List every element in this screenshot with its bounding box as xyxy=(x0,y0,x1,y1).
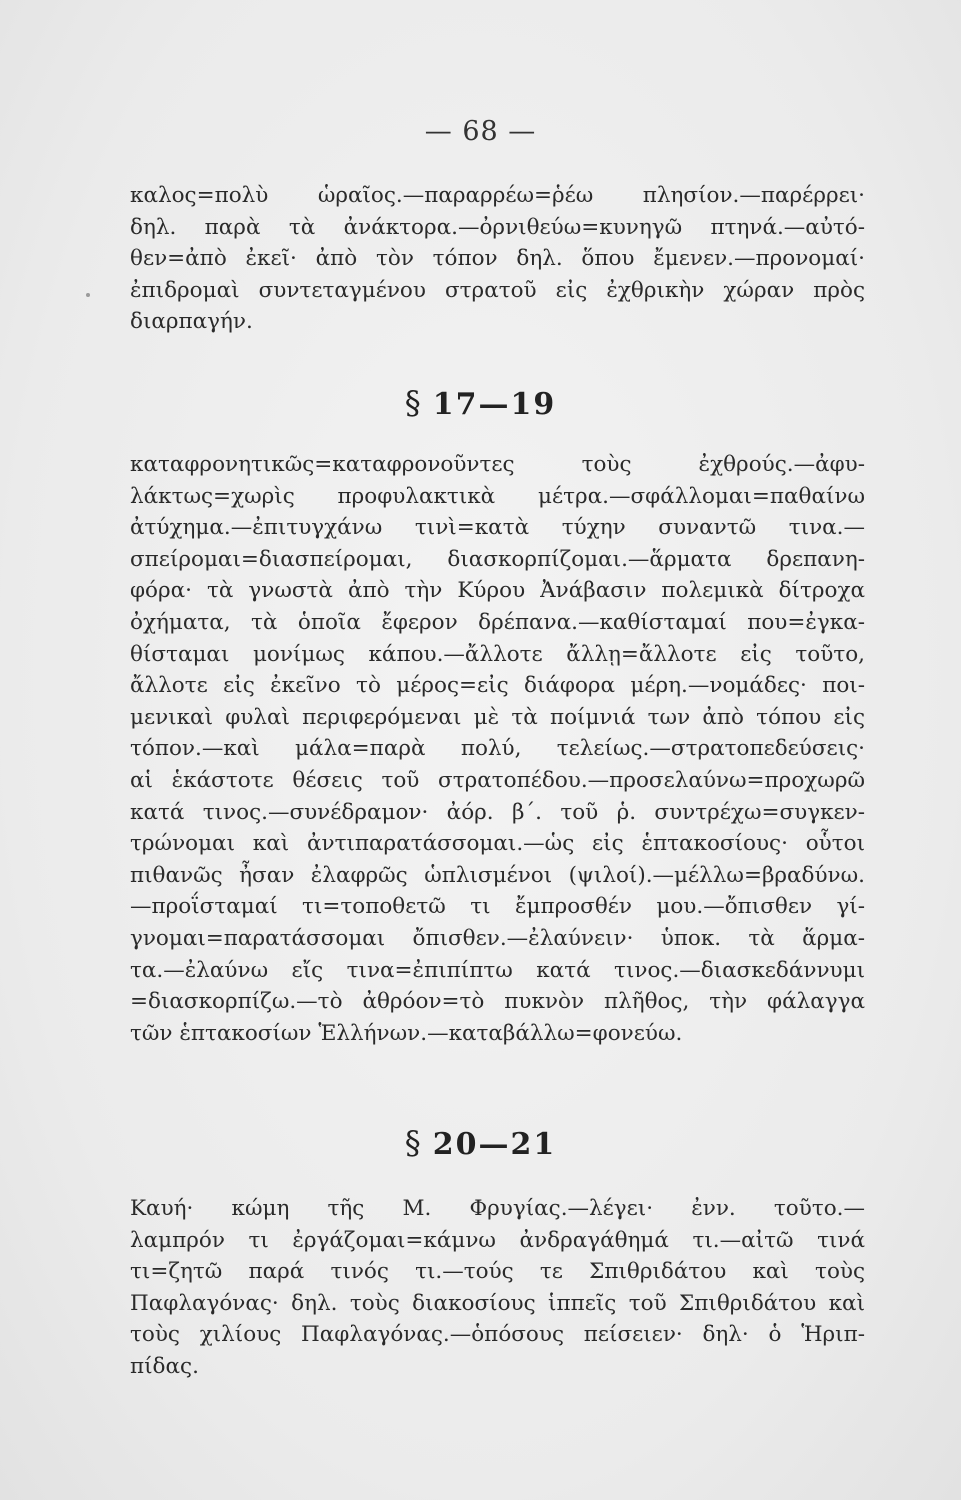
glossary-block-bottom xyxy=(130,1193,865,1383)
text-line: Καυή· κώμη τῆς Μ. Φρυγίας.—λέγει· ἐνν. τοῦτο.— xyxy=(130,1196,865,1221)
page-number: — 68 — xyxy=(424,116,537,147)
text-line: τα.—ἐλαύνω εἴς τινα=ἐπιπίπτω κατά τινος.—διασκεδάννυμι xyxy=(130,957,865,983)
text-line: καλος=πολὺ ὡραῖος.—παραρρέω=ῥέω πλησίον.—παρέρρει· xyxy=(130,183,865,208)
text-line: θεν=ἀπὸ ἐκεῖ· ἀπὸ τὸν τόπον δηλ. ὅπου ἔμενεν.—προνομαί· xyxy=(130,246,865,272)
text-line: αἱ ἑκάστοτε θέσεις τοῦ στρατοπέδου.—προσελαύνω=προχωρῶ xyxy=(130,767,865,793)
text-line: —προΐσταμαί τι=τοποθετῶ τι ἔμπροσθέν μου.—ὄπισθεν γί- xyxy=(130,894,865,920)
text-line: τρώνομαι καὶ ἀντιπαρατάσσομαι.—ὡς εἰς ἑπτακοσίους· οὗτοι xyxy=(130,831,865,857)
section-title: 17—19 xyxy=(432,387,557,422)
text-line: σπείρομαι=διασπείρομαι, διασκορπίζομαι.—ἅρματα δρεπανη- xyxy=(130,546,865,572)
section-mark: § xyxy=(404,384,423,422)
text-line: ἀτύχημα.—ἐπιτυγχάνω τινὶ=κατὰ τύχην συναντῶ τινα.— xyxy=(130,515,865,541)
text-line: τοὺς χιλίους Παφλαγόνας.—ὁπόσους πείσειεν· δηλ· ὁ Ἡριπ- xyxy=(130,1322,865,1348)
text-line: θίσταμαι μονίμως κάπου.—ἄλλοτε ἄλλῃ=ἄλλοτε εἰς τοῦτο, xyxy=(130,641,865,667)
text-line: Παφλαγόνας· δηλ. τοὺς διακοσίους ἱππεῖς τοῦ Σπιθριδάτου καὶ xyxy=(130,1290,865,1316)
text-line: κατά τινος.—συνέδραμον· ἀόρ. β΄. τοῦ ῥ. συντρέχω=συγκεν- xyxy=(130,799,865,825)
section-heading-17-19 xyxy=(0,384,961,422)
section-heading-20-21 xyxy=(0,1124,961,1162)
text-line: μενικαὶ φυλαὶ περιφερόμεναι μὲ τὰ ποίμνιά των ἀπὸ τόπου εἰς xyxy=(130,704,865,730)
paper-speck xyxy=(86,293,90,297)
text-line: τι=ζητῶ παρά τινός τι.—τούς τε Σπιθριδάτου καὶ τοὺς xyxy=(130,1259,865,1285)
text-line: φόρα· τὰ γνωστὰ ἀπὸ τὴν Κύρου Ἀνάβασιν πολεμικὰ δίτροχα xyxy=(130,578,865,604)
text-line: =διασκορπίζω.—τὸ ἀθρόον=τὸ πυκνὸν πλῆθος, τὴν φάλαγγα xyxy=(130,989,865,1015)
text-line: ἐπιδρομαὶ συντεταγμένου στρατοῦ εἰς ἐχθρικὴν χώραν πρὸς xyxy=(130,277,865,303)
text-line: δηλ. παρὰ τὰ ἀνάκτορα.—ὀρνιθεύω=κυνηγῶ πτηνά.—αὐτό- xyxy=(130,214,865,240)
section-title: 20—21 xyxy=(432,1127,557,1162)
text-line: καταφρονητικῶς=καταφρονοῦντες τοὺς ἐχθρούς.—ἀφυ- xyxy=(130,452,865,477)
glossary-block-top xyxy=(130,180,865,338)
text-line: τόπον.—καὶ μάλα=παρὰ πολύ, τελείως.—στρατοπεδεύσεις· xyxy=(130,736,865,762)
section-mark: § xyxy=(404,1124,423,1162)
glossary-block-middle xyxy=(130,449,865,1049)
text-line: ὀχήματα, τὰ ὁποῖα ἔφερον δρέπανα.—καθίσταμαί που=ἐγκα- xyxy=(130,609,865,635)
text-line: διαρπαγήν. xyxy=(130,309,253,335)
text-line: γνομαι=παρατάσσομαι ὄπισθεν.—ἐλαύνειν· ὑποκ. τὰ ἅρμα- xyxy=(130,925,865,951)
text-line: πίδας. xyxy=(130,1353,199,1379)
text-line: πιθανῶς ἦσαν ἐλαφρῶς ὡπλισμένοι (ψιλοί).—μέλλω=βραδύνω. xyxy=(130,862,865,888)
text-line: ἄλλοτε εἰς ἐκεῖνο τὸ μέρος=εἰς διάφορα μέρη.—νομάδες· ποι- xyxy=(130,673,865,699)
text-line: λαμπρόν τι ἐργάζομαι=κάμνω ἀνδραγάθημά τι.—αἰτῶ τινά xyxy=(130,1227,865,1253)
text-line: λάκτως=χωρὶς προφυλακτικὰ μέτρα.—σφάλλομαι=παθαίνω xyxy=(130,483,865,509)
text-line: τῶν ἑπτακοσίων Ἑλλήνων.—καταβάλλω=φονεύω. xyxy=(130,1020,683,1046)
